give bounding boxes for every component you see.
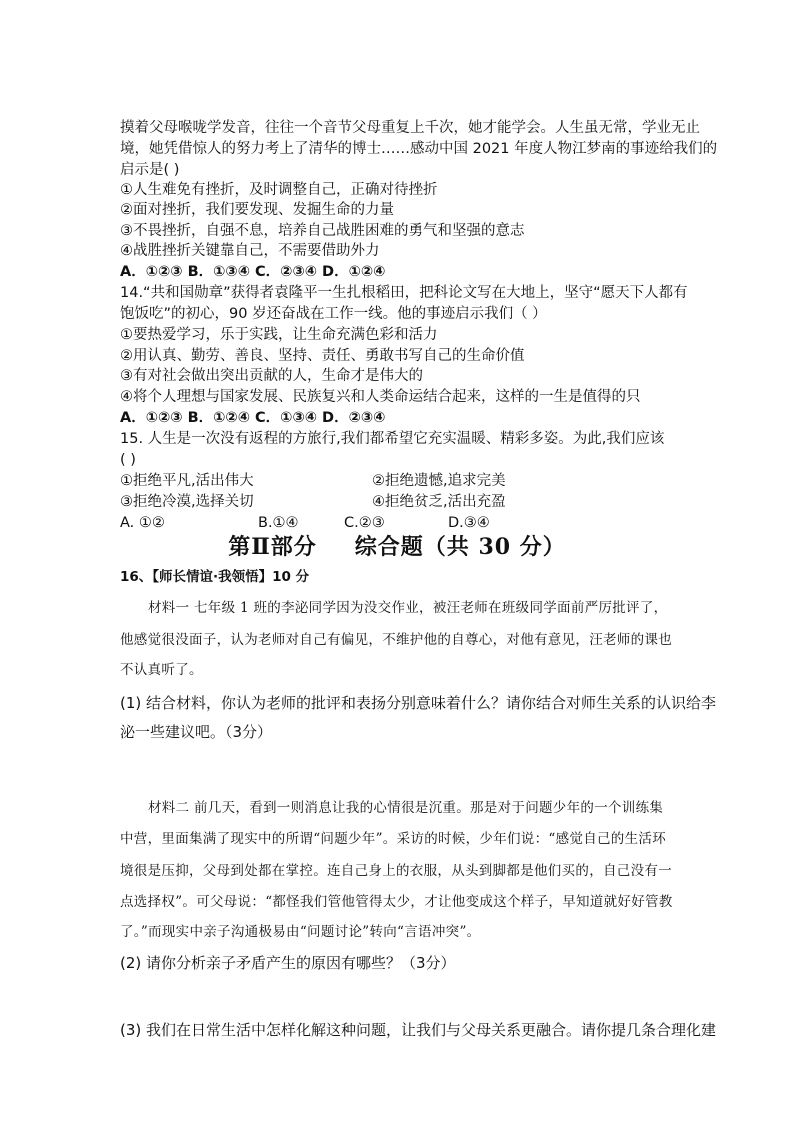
q16-material2-line-1: 材料二 前几天，看到一则消息让我的心情很是沉重。那是对于问题少年的一个训练集 <box>148 800 664 816</box>
q16-sub1-line-2: 泌一些建议吧。（3分） <box>120 723 273 741</box>
q16-material1-line-1: 材料一 七年级 1 班的李泌同学因为没交作业，被汪老师在班级同学面前严厉批评了， <box>148 600 668 616</box>
q14-item-3: ③有对社会做出突出贡献的人，生命才是伟大的 <box>120 368 423 384</box>
q16-material2-line-4: 点选择权”。可父母说：“都怪我们管他管得太少，才让他变成这个样子，早知道就好好管教 <box>120 894 673 910</box>
section-name: 综合题（共 30 分） <box>354 534 566 560</box>
q13-stem-line-3: 启示是( ) <box>120 162 180 178</box>
q15-option-a: A. ①② <box>120 515 165 531</box>
q15-item-4: ④拒绝贫乏,活出充盈 <box>372 494 506 510</box>
q16-material1-line-2: 他感觉很没面子，认为老师对自己有偏见，不维护他的自尊心，对他有意见，汪老师的课也 <box>120 632 672 648</box>
q15-option-b: B.①④ <box>258 515 299 531</box>
q13-item-1: ①人生难免有挫折，及时调整自己，正确对待挫折 <box>120 182 438 198</box>
q15-stem-line-2: ( ) <box>120 452 136 468</box>
q14-item-2: ②用认真、勤劳、善良、坚持、责任、勇敢书写自己的生命价值 <box>120 348 525 364</box>
section-part: 第Ⅱ部分 <box>228 534 317 560</box>
q13-stem-line-2: 境，她凭借惊人的努力考上了清华的博士……感动中国 2021 年度人物江梦南的事迹给我们的 <box>120 141 718 157</box>
q16-sub2: (2) 请你分析亲子矛盾产生的原因有哪些？（3分） <box>120 954 456 972</box>
q13-item-2: ②面对挫折，我们要发现、发掘生命的力量 <box>120 202 394 218</box>
q16-material2-line-5: 了。”而现实中亲子沟通极易由“问题讨论”转向“言语冲突”。 <box>120 924 481 940</box>
q14-stem-line-1: 14.“共和国勋章”获得者袁隆平一生扎根稻田，把科论文写在大地上，坚守“愿天下人都有 <box>120 285 688 301</box>
q14-item-1: ①要热爱学习，乐于实践，让生命充满色彩和活力 <box>120 327 438 343</box>
q15-item-1: ①拒绝平凡,活出伟大 <box>120 473 254 489</box>
q14-stem-line-2: 饱饭吃”的初心，90 岁还奋战在工作一线。他的事迹启示我们（ ） <box>120 306 547 322</box>
q13-stem-line-1: 摸着父母喉咙学发音，往往一个音节父母重复上千次，她才能学会。人生虽无常，学业无止 <box>120 120 700 136</box>
q15-item-3: ③拒绝冷漠,选择关切 <box>120 494 254 510</box>
section-title <box>0 530 794 561</box>
q13-item-3: ③不畏挫折，自强不息，培养自己战胜困难的勇气和坚强的意志 <box>120 223 525 239</box>
q15-stem-line-1: 15. 人生是一次没有返程的方旅行,我们都希望它充实温暖、精彩多姿。为此,我们应该 <box>120 431 665 447</box>
q16-heading: 16、【师长情谊·我领悟】10 分 <box>120 569 310 585</box>
q16-sub1-line-1: (1) 结合材料，你认为老师的批评和表扬分别意味着什么？请你结合对师生关系的认识给李 <box>120 694 717 712</box>
q14-options: A．①②③ B．①②④ C．①③④ D．②③④ <box>120 410 386 426</box>
q16-material2-line-2: 中营，里面集满了现实中的所谓“问题少年”。采访的时候，少年们说：“感觉自己的生活环 <box>120 831 667 847</box>
q15-option-c: C.②③ <box>344 515 385 531</box>
q14-item-4: ④将个人理想与国家发展、民族复兴和人类命运结合起来，这样的一生是值得的只 <box>120 389 641 405</box>
q16-material2-line-3: 境很是压抑，父母到处都在掌控。连自己身上的衣服，从头到脚都是他们买的，自己没有一 <box>120 863 672 879</box>
q16-material1-line-3: 不认真听了。 <box>120 662 203 678</box>
q13-item-4: ④战胜挫折关键靠自己，不需要借助外力 <box>120 243 380 259</box>
q15-item-2: ②拒绝遗憾,追求完美 <box>372 473 506 489</box>
q16-sub3: (3) 我们在日常生活中怎样化解这种问题，让我们与父母关系更融合。请你提几条合理化建 <box>120 1021 717 1039</box>
q15-option-d: D.③④ <box>448 515 490 531</box>
q13-options: A．①②③ B．①③④ C．②③④ D．①②④ <box>120 264 386 280</box>
